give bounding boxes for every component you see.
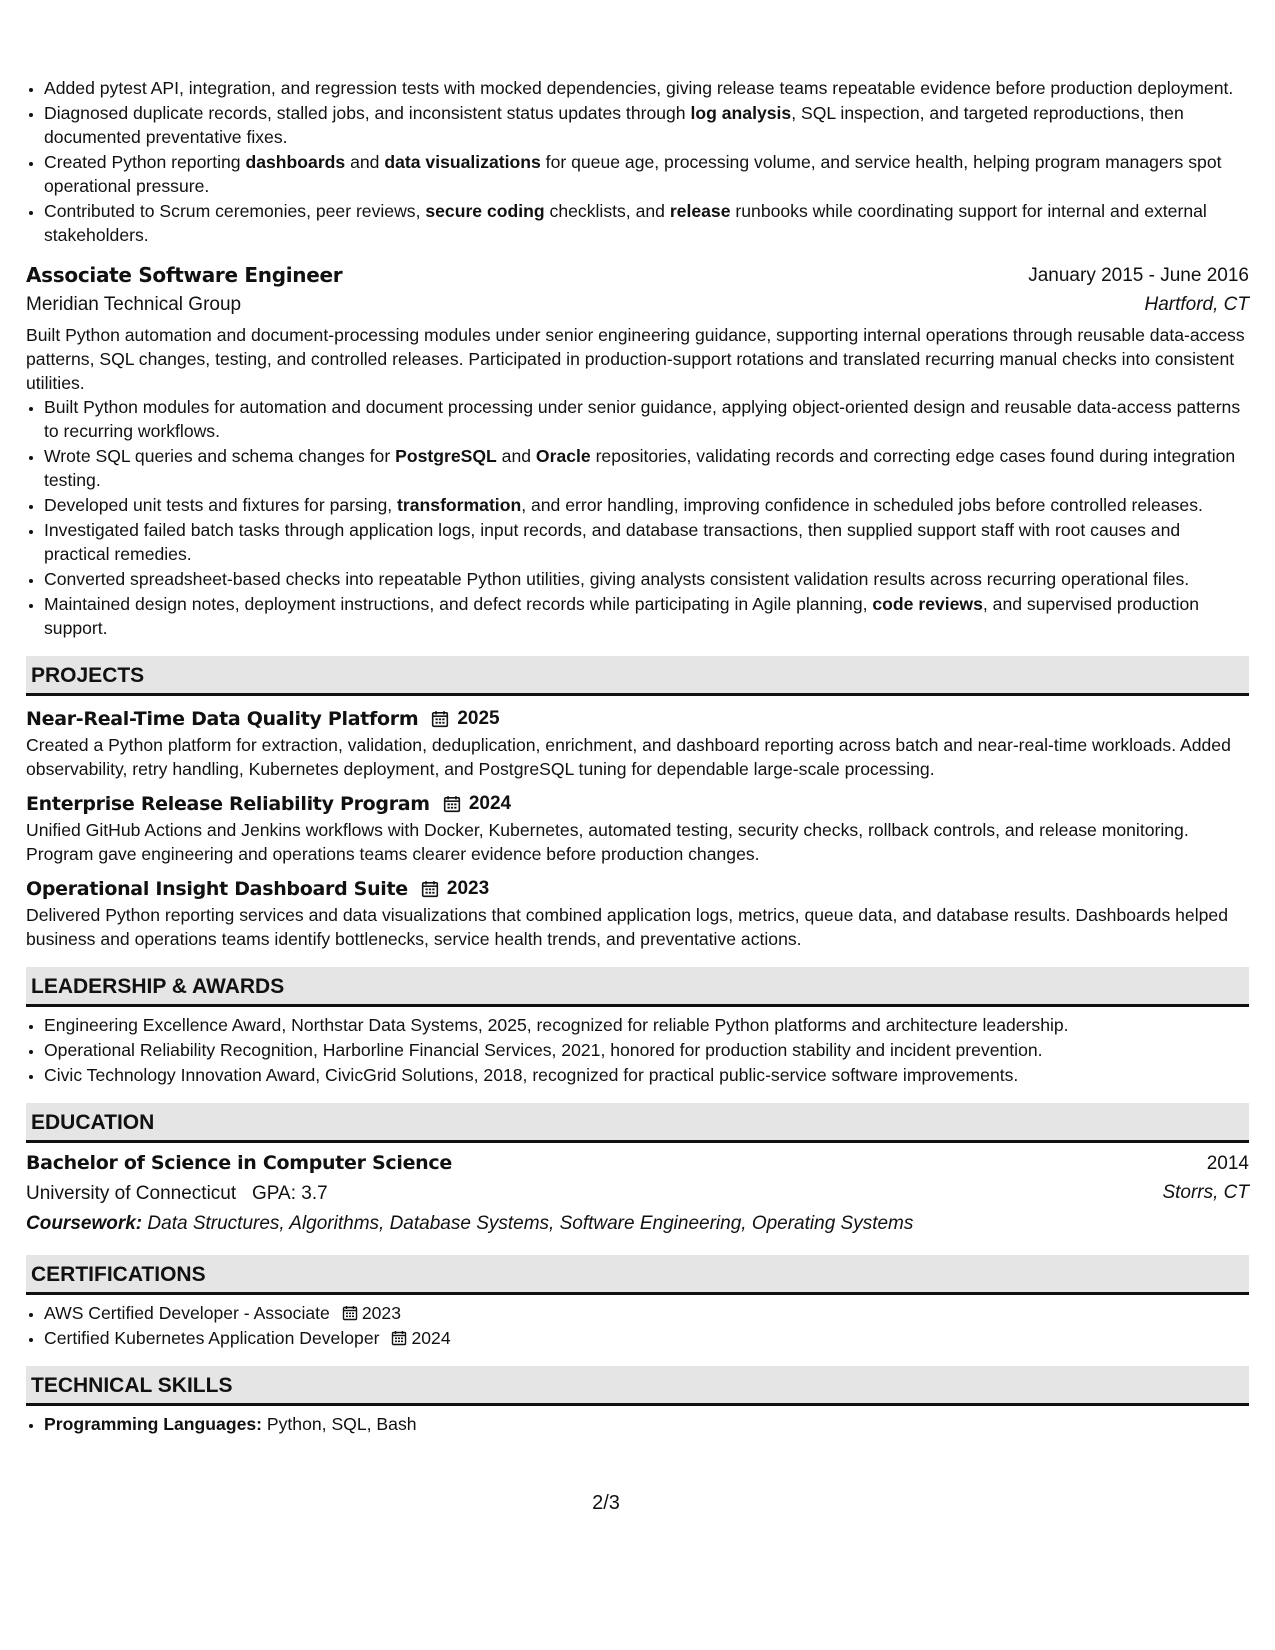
bullet-text: and <box>496 446 536 466</box>
resume-page <box>26 76 1249 1437</box>
job-bullet <box>44 592 1249 640</box>
job-bullet <box>44 493 1249 517</box>
project-title: Operational Insight Dashboard Suite <box>26 878 408 900</box>
bullet-text: checklists, and <box>544 201 670 221</box>
calendar-icon <box>391 1330 407 1346</box>
calendar-icon <box>342 1305 358 1321</box>
skill-item <box>44 1412 1249 1436</box>
bullet-text: , and error handling, improving confidence in scheduled jobs before controlled releases. <box>521 495 1203 515</box>
bullet-text: Diagnosed duplicate records, stalled jobs, and inconsistent status updates through <box>44 103 691 123</box>
job-bullet-list <box>26 395 1249 640</box>
education-degree: Bachelor of Science in Computer Science <box>26 1152 452 1174</box>
project-header <box>26 705 1249 733</box>
bullet-keyword: secure coding <box>425 201 545 221</box>
job-bullet <box>44 567 1249 591</box>
project-description: Delivered Python reporting services and data visualizations that combined application logs, metrics, queue data, and database results. Dashboards helped business and operations teams identify bottlenecks, service health trends, and preventative actions. <box>26 905 1228 949</box>
project-header <box>26 875 1249 903</box>
bullet-text: runbooks while coordinating support for internal and external stakeholders. <box>44 201 1207 245</box>
project-description: Unified GitHub Actions and Jenkins workflows with Docker, Kubernetes, automated testing, security checks, rollback controls, and release monitoring. Program gave engineering and operations teams clearer evidence before production changes. <box>26 820 1189 864</box>
certification-item <box>44 1301 1249 1325</box>
bullet-keyword: Oracle <box>535 446 591 466</box>
calendar-icon <box>421 880 439 898</box>
education-year: 2014 <box>1206 1153 1249 1174</box>
calendar-icon <box>443 795 461 813</box>
prior-job-bullet-list <box>26 76 1249 247</box>
award-item: • Operational Reliability Recognition, Harborline Financial Services, 2021, honored for production stability and incident prevention. <box>44 1038 1249 1062</box>
project-year: 2023 <box>446 878 490 899</box>
certifications-list <box>26 1301 1249 1350</box>
project-year: 2025 <box>457 708 500 729</box>
bullet-keyword: release <box>669 201 731 221</box>
bullet-keyword: data visualizations <box>384 152 541 172</box>
bullet-text: , and supervised production support. <box>44 594 1200 638</box>
bullet-text: Wrote SQL queries and schema changes for <box>44 446 396 466</box>
bullet-text: and <box>345 152 385 172</box>
projects-list <box>26 705 1249 951</box>
skill-value: Python, SQL, Bash <box>262 1414 417 1434</box>
award-item: • Civic Technology Innovation Award, CivicGrid Solutions, 2018, recognized for practical public-service software improvements. <box>44 1063 1249 1087</box>
project-description: Created a Python platform for extraction, validation, deduplication, enrichment, and dashboard reporting across batch and near-real-time workloads. Added observability, retry handling, Kubernetes deployment, and PostgreSQL tuning for dependable large-scale processing. <box>26 735 1231 779</box>
skills-list <box>26 1412 1249 1436</box>
coursework-label: Coursework: <box>26 1213 143 1234</box>
award-item: • Engineering Excellence Award, Northstar Data Systems, 2025, recognized for reliable Python platforms and architecture leadership. <box>44 1013 1249 1037</box>
bullet-text: Created Python reporting <box>44 152 246 172</box>
job-company: Meridian Technical Group <box>26 294 242 315</box>
section-heading-certifications: CERTIFICATIONS <box>26 1255 1249 1295</box>
bullet-text: for queue age, processing volume, and service health, helping program managers spot operational pressure. <box>44 152 1222 196</box>
bullet-text: Investigated failed batch tasks through application logs, input records, and database transactions, then supplied support staff with root causes and practical remedies. <box>44 520 1181 564</box>
prior-job-bullet <box>44 76 1249 100</box>
bullet-text: Added pytest API, integration, and regression tests with mocked dependencies, giving release teams repeatable evidence before production deployment. <box>44 78 1234 98</box>
job-header <box>26 261 1249 290</box>
certification-item <box>44 1326 1249 1350</box>
job-location: Hartford, CT <box>1144 294 1249 315</box>
page-number: 2/3 <box>592 1492 620 1514</box>
education-school: University of Connecticut <box>26 1183 237 1204</box>
education-header <box>26 1149 1249 1178</box>
bullet-text: , SQL inspection, and targeted reproductions, then documented preventative fixes. <box>44 103 1184 147</box>
bullet-keyword: transformation <box>397 495 522 515</box>
section-heading-leadership: LEADERSHIP & AWARDS <box>26 967 1249 1007</box>
education-subheader <box>26 1178 1249 1209</box>
bullet-text: Contributed to Scrum ceremonies, peer reviews, <box>44 201 426 221</box>
job-bullet <box>44 444 1249 492</box>
bullet-text: Maintained design notes, deployment instructions, and defect records while participating in Agile planning, <box>44 594 873 614</box>
bullet-keyword: PostgreSQL <box>395 446 497 466</box>
bullet-text: Developed unit tests and fixtures for parsing, <box>44 495 398 515</box>
job-subheader <box>26 290 1249 320</box>
section-heading-education: EDUCATION <box>26 1103 1249 1143</box>
project-title: Enterprise Release Reliability Program <box>26 793 430 815</box>
prior-job-bullet <box>44 150 1249 198</box>
job-title: Associate Software Engineer <box>26 263 343 287</box>
certification-name: AWS Certified Developer - Associate <box>44 1303 330 1323</box>
education-location: Storrs, CT <box>1162 1182 1249 1203</box>
education-coursework <box>26 1209 1249 1239</box>
job-dates: January 2015 - June 2016 <box>1028 265 1249 286</box>
prior-job-bullet <box>44 101 1249 149</box>
project-header <box>26 790 1249 818</box>
bullet-keyword: dashboards <box>245 152 346 172</box>
certification-name: Certified Kubernetes Application Developer <box>44 1328 380 1348</box>
prior-job-bullet <box>44 199 1249 247</box>
bullet-text: Built Python modules for automation and document processing under senior guidance, applying object-oriented design and reusable data-access patterns to recurring workflows. <box>44 397 1241 441</box>
certification-year: 2023 <box>361 1303 401 1323</box>
bullet-keyword: log analysis <box>690 103 792 123</box>
job-bullet <box>44 518 1249 566</box>
education-gpa: GPA: 3.7 <box>252 1183 328 1204</box>
job-summary: Built Python automation and document-processing modules under senior engineering guidance, supporting internal operations through reusable data-access patterns, SQL changes, testing, and controlled releases. Participated in production-support rotations and translated recurring manual checks into consistent utilities. <box>26 325 1245 393</box>
awards-list <box>26 1013 1249 1087</box>
job-bullet <box>44 395 1249 443</box>
bullet-text: Converted spreadsheet-based checks into repeatable Python utilities, giving analysts consistent validation results across recurring operational files. <box>44 569 1190 589</box>
bullet-keyword: code reviews <box>872 594 983 614</box>
coursework-list: Data Structures, Algorithms, Database Systems, Software Engineering, Operating Systems <box>142 1213 914 1234</box>
project-year: 2024 <box>468 793 512 814</box>
bullet-text: repositories, validating records and correcting edge cases found during integration testing. <box>44 446 1236 490</box>
education-school-line <box>26 1178 328 1209</box>
skill-label: Programming Languages: <box>44 1414 262 1434</box>
section-heading-skills: TECHNICAL SKILLS <box>26 1366 1249 1406</box>
project-title: Near-Real-Time Data Quality Platform <box>26 708 419 730</box>
certification-year: 2024 <box>411 1328 451 1348</box>
calendar-icon <box>431 710 449 728</box>
section-heading-projects: PROJECTS <box>26 656 1249 696</box>
